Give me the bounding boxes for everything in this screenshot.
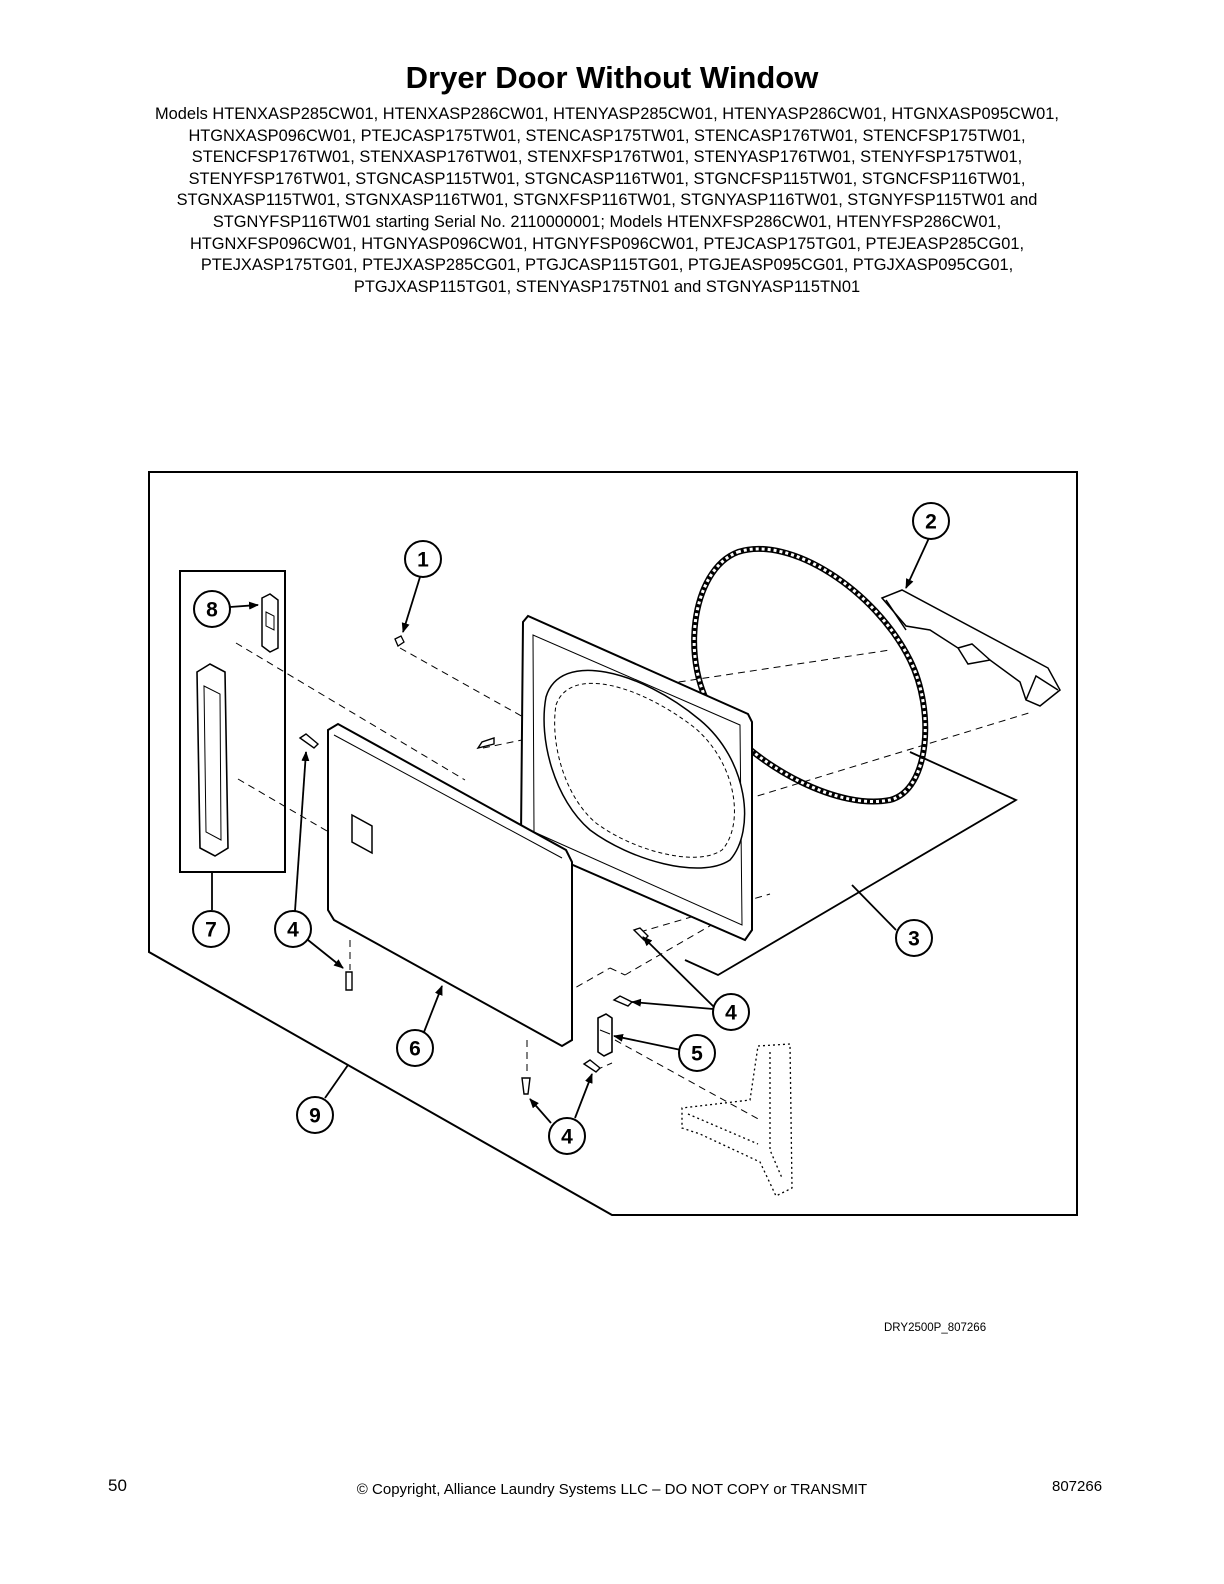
door-catch-part xyxy=(262,594,278,652)
callout-9: 9 xyxy=(309,1104,321,1128)
callout-7: 7 xyxy=(205,918,217,942)
callout-4c: 4 xyxy=(561,1125,573,1149)
models-line: STGNYFSP116TW01 starting Serial No. 2110000001; Models HTENXFSP286CW01, HTENYFSP286CW01, xyxy=(212,212,1002,231)
models-line: STENCFSP176TW01, STENXASP176TW01, STENXFSP176TW01, STENYASP176TW01, STENYFSP175TW01, xyxy=(191,148,1023,167)
hinge-part xyxy=(598,1014,612,1056)
models-line: STGNXASP115TW01, STGNXASP116TW01, STGNXFSP116TW01, STGNYASP116TW01, STGNYFSP115TW01 and xyxy=(176,191,1038,210)
pull-handle-part xyxy=(197,664,228,856)
callout-4b: 4 xyxy=(725,1001,737,1025)
models-line: PTGJXASP115TG01, STENYASP175TN01 and STGNYASP115TN01 xyxy=(353,277,861,296)
callout-4a: 4 xyxy=(287,918,299,942)
clip-part xyxy=(395,636,404,646)
document-number: 807266 xyxy=(1052,1478,1103,1495)
door-handle-part xyxy=(882,590,1060,706)
callout-8: 8 xyxy=(206,598,218,622)
callout-6: 6 xyxy=(409,1037,421,1061)
models-line: HTGNXFSP096CW01, HTGNYASP096CW01, HTGNYFSP096CW01, PTEJCASP175TG01, PTEJEASP285CG01, xyxy=(189,234,1025,253)
models-line: HTGNXASP096CW01, PTEJCASP175TW01, STENCASP175TW01, STENCASP176TW01, STENCFSP175TW01, xyxy=(188,126,1026,145)
copyright-notice: © Copyright, Alliance Laundry Systems LLC – DO NOT COPY or TRANSMIT xyxy=(356,1481,868,1498)
callout-1: 1 xyxy=(417,548,429,572)
models-line: STENYFSP176TW01, STGNCASP115TW01, STGNCASP116TW01, STGNCFSP115TW01, STGNCFSP116TW01, xyxy=(188,169,1026,188)
page-title: Dryer Door Without Window xyxy=(405,60,819,95)
callout-5: 5 xyxy=(691,1042,703,1066)
page-number: 50 xyxy=(108,1476,127,1495)
models-line: PTEJXASP175TG01, PTEJXASP285CG01, PTGJCASP115TG01, PTGJEASP095CG01, PTGJXASP095CG01, xyxy=(200,256,1014,275)
callout-3: 3 xyxy=(908,927,920,951)
drawing-id: DRY2500P_807266 xyxy=(884,1322,987,1334)
callout-2: 2 xyxy=(925,510,937,534)
models-line: Models HTENXASP285CW01, HTENXASP286CW01, HTENYASP285CW01, HTENYASP286CW01, HTGNXASP095CW01, xyxy=(155,105,1059,123)
